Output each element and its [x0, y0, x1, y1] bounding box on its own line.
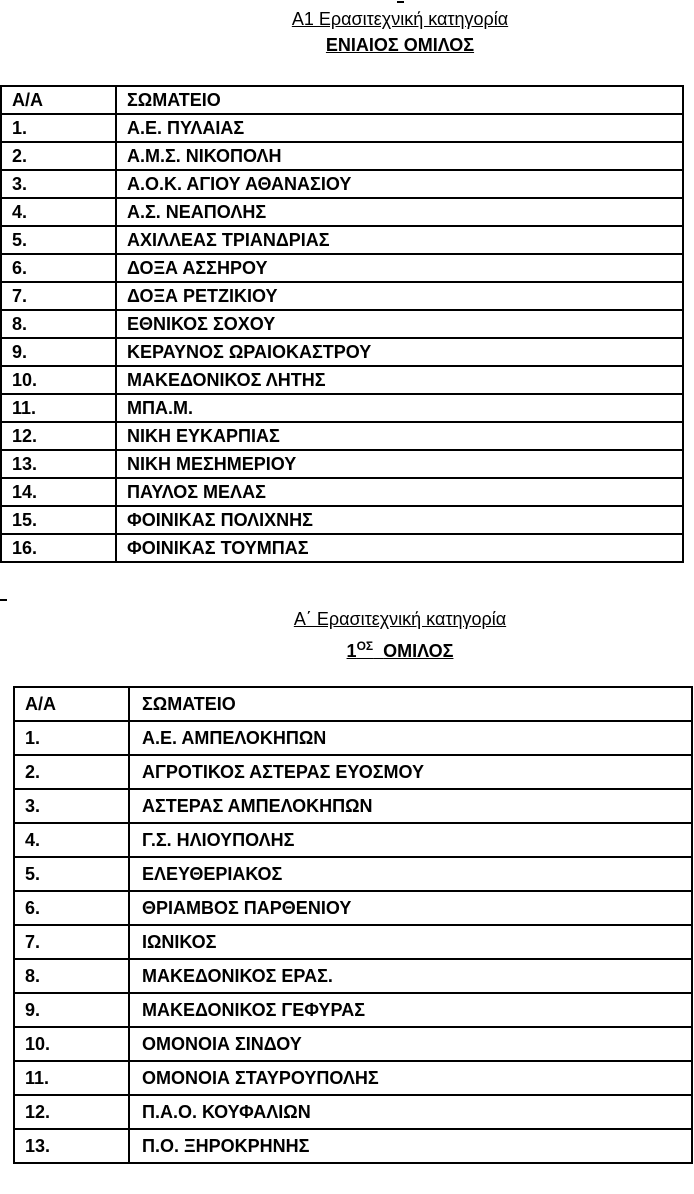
club-name: Π.Ο. ΞΗΡΟΚΡΗΝΗΣ — [129, 1129, 692, 1163]
club-name: Α.Μ.Σ. ΝΙΚΟΠΟΛΗ — [116, 142, 683, 170]
header-index: Α/Α — [1, 86, 116, 114]
row-index: 13. — [1, 450, 116, 478]
header-index: Α/Α — [14, 687, 129, 721]
row-index: 13. — [14, 1129, 129, 1163]
table-row — [1, 450, 683, 478]
row-index: 2. — [14, 755, 129, 789]
section2-table — [13, 686, 693, 1164]
table-row — [14, 925, 692, 959]
table-row — [1, 338, 683, 366]
table-row — [1, 114, 683, 142]
table-row — [1, 506, 683, 534]
row-index: 3. — [14, 789, 129, 823]
club-name: ΔΟΞΑ ΑΣΣΗΡΟΥ — [116, 254, 683, 282]
section1-title: Α1 Ερασιτεχνική κατηγορία — [291, 9, 509, 29]
table-row — [1, 534, 683, 562]
row-index: 14. — [1, 478, 116, 506]
table-row — [1, 310, 683, 338]
header-club: ΣΩΜΑΤΕΙΟ — [116, 86, 683, 114]
club-name: ΦΟΙΝΙΚΑΣ ΠΟΛΙΧΝΗΣ — [116, 506, 683, 534]
row-index: 1. — [14, 721, 129, 755]
section2-subtitle — [200, 634, 600, 663]
table-row — [1, 394, 683, 422]
club-name: ΚΕΡΑΥΝΟΣ ΩΡΑΙΟΚΑΣΤΡΟΥ — [116, 338, 683, 366]
row-index: 6. — [1, 254, 116, 282]
club-name: Π.Α.Ο. ΚΟΥΦΑΛΙΩΝ — [129, 1095, 692, 1129]
row-index: 10. — [14, 1027, 129, 1061]
row-index: 5. — [1, 226, 116, 254]
table-row — [14, 1129, 692, 1163]
row-index: 4. — [14, 823, 129, 857]
club-name: ΑΧΙΛΛΕΑΣ ΤΡΙΑΝΔΡΙΑΣ — [116, 226, 683, 254]
club-name: ΔΟΞΑ ΡΕΤΖΙΚΙΟΥ — [116, 282, 683, 310]
row-index: 2. — [1, 142, 116, 170]
section2-title: Α΄ Ερασιτεχνική κατηγορία — [293, 609, 507, 629]
row-index: 9. — [14, 993, 129, 1027]
table-row — [1, 198, 683, 226]
table-row — [1, 254, 683, 282]
table-header-row — [14, 687, 692, 721]
row-index: 1. — [1, 114, 116, 142]
club-name: Α.Ε. ΑΜΠΕΛΟΚΗΠΩΝ — [129, 721, 692, 755]
header-club: ΣΩΜΑΤΕΙΟ — [129, 687, 692, 721]
table-row — [1, 422, 683, 450]
table-row — [14, 993, 692, 1027]
club-name: ΑΣΤΕΡΑΣ ΑΜΠΕΛΟΚΗΠΩΝ — [129, 789, 692, 823]
table-row — [1, 366, 683, 394]
row-index: 8. — [14, 959, 129, 993]
row-index: 12. — [1, 422, 116, 450]
club-name: Α.Σ. ΝΕΑΠΟΛΗΣ — [116, 198, 683, 226]
table-row — [14, 823, 692, 857]
table-row — [14, 789, 692, 823]
table-row — [1, 478, 683, 506]
club-name: ΜΑΚΕΔΟΝΙΚΟΣ ΕΡΑΣ. — [129, 959, 692, 993]
row-index: 5. — [14, 857, 129, 891]
row-index: 6. — [14, 891, 129, 925]
club-name: ΑΓΡΟΤΙΚΟΣ ΑΣΤΕΡΑΣ ΕΥΟΣΜΟΥ — [129, 755, 692, 789]
row-index: 7. — [1, 282, 116, 310]
club-name: ΜΑΚΕΔΟΝΙΚΟΣ ΛΗΤΗΣ — [116, 366, 683, 394]
row-index: 12. — [14, 1095, 129, 1129]
row-index: 7. — [14, 925, 129, 959]
club-name: ΟΜΟΝΟΙΑ ΣΤΑΥΡΟΥΠΟΛΗΣ — [129, 1061, 692, 1095]
table-row — [14, 755, 692, 789]
table-row — [14, 857, 692, 891]
club-name: ΜΑΚΕΔΟΝΙΚΟΣ ΓΕΦΥΡΑΣ — [129, 993, 692, 1027]
table-row — [14, 1027, 692, 1061]
table-row — [14, 721, 692, 755]
table-row — [14, 1095, 692, 1129]
stray-mark-top — [397, 1, 404, 3]
row-index: 9. — [1, 338, 116, 366]
club-name: ΕΛΕΥΘΕΡΙΑΚΟΣ — [129, 857, 692, 891]
row-index: 16. — [1, 534, 116, 562]
table-row — [14, 959, 692, 993]
row-index: 10. — [1, 366, 116, 394]
club-name: ΕΘΝΙΚΟΣ ΣΟΧΟΥ — [116, 310, 683, 338]
row-index: 3. — [1, 170, 116, 198]
club-name: ΙΩΝΙΚΟΣ — [129, 925, 692, 959]
row-index: 8. — [1, 310, 116, 338]
row-index: 11. — [1, 394, 116, 422]
table-row — [1, 226, 683, 254]
club-name: Α.Ε. ΠΥΛΑΙΑΣ — [116, 114, 683, 142]
table-row — [14, 1061, 692, 1095]
club-name: ΠΑΥΛΟΣ ΜΕΛΑΣ — [116, 478, 683, 506]
club-name: ΘΡΙΑΜΒΟΣ ΠΑΡΘΕΝΙΟΥ — [129, 891, 692, 925]
row-index: 15. — [1, 506, 116, 534]
club-name: Γ.Σ. ΗΛΙΟΥΠΟΛΗΣ — [129, 823, 692, 857]
section1-table — [0, 85, 684, 563]
row-index: 4. — [1, 198, 116, 226]
club-name: ΟΜΟΝΟΙΑ ΣΙΝΔΟΥ — [129, 1027, 692, 1061]
club-name: ΝΙΚΗ ΕΥΚΑΡΠΙΑΣ — [116, 422, 683, 450]
table-header-row — [1, 86, 683, 114]
club-name: ΝΙΚΗ ΜΕΣΗΜΕΡΙΟΥ — [116, 450, 683, 478]
section2-subtitle-superscript: ΟΣ — [356, 639, 374, 653]
stray-mark-left — [0, 599, 7, 601]
table-row — [1, 170, 683, 198]
section2-subtitle-number: 1 — [346, 641, 357, 661]
table-row — [1, 142, 683, 170]
club-name: Α.Ο.Κ. ΑΓΙΟΥ ΑΘΑΝΑΣΙΟΥ — [116, 170, 683, 198]
club-name: ΦΟΙΝΙΚΑΣ ΤΟΥΜΠΑΣ — [116, 534, 683, 562]
table-row — [14, 891, 692, 925]
table-row — [1, 282, 683, 310]
section2-subtitle-text: ΟΜΙΛΟΣ — [383, 641, 454, 661]
section1-subtitle: ΕΝΙΑΙΟΣ ΟΜΙΛΟΣ — [325, 35, 475, 55]
row-index: 11. — [14, 1061, 129, 1095]
club-name: ΜΠΑ.Μ. — [116, 394, 683, 422]
